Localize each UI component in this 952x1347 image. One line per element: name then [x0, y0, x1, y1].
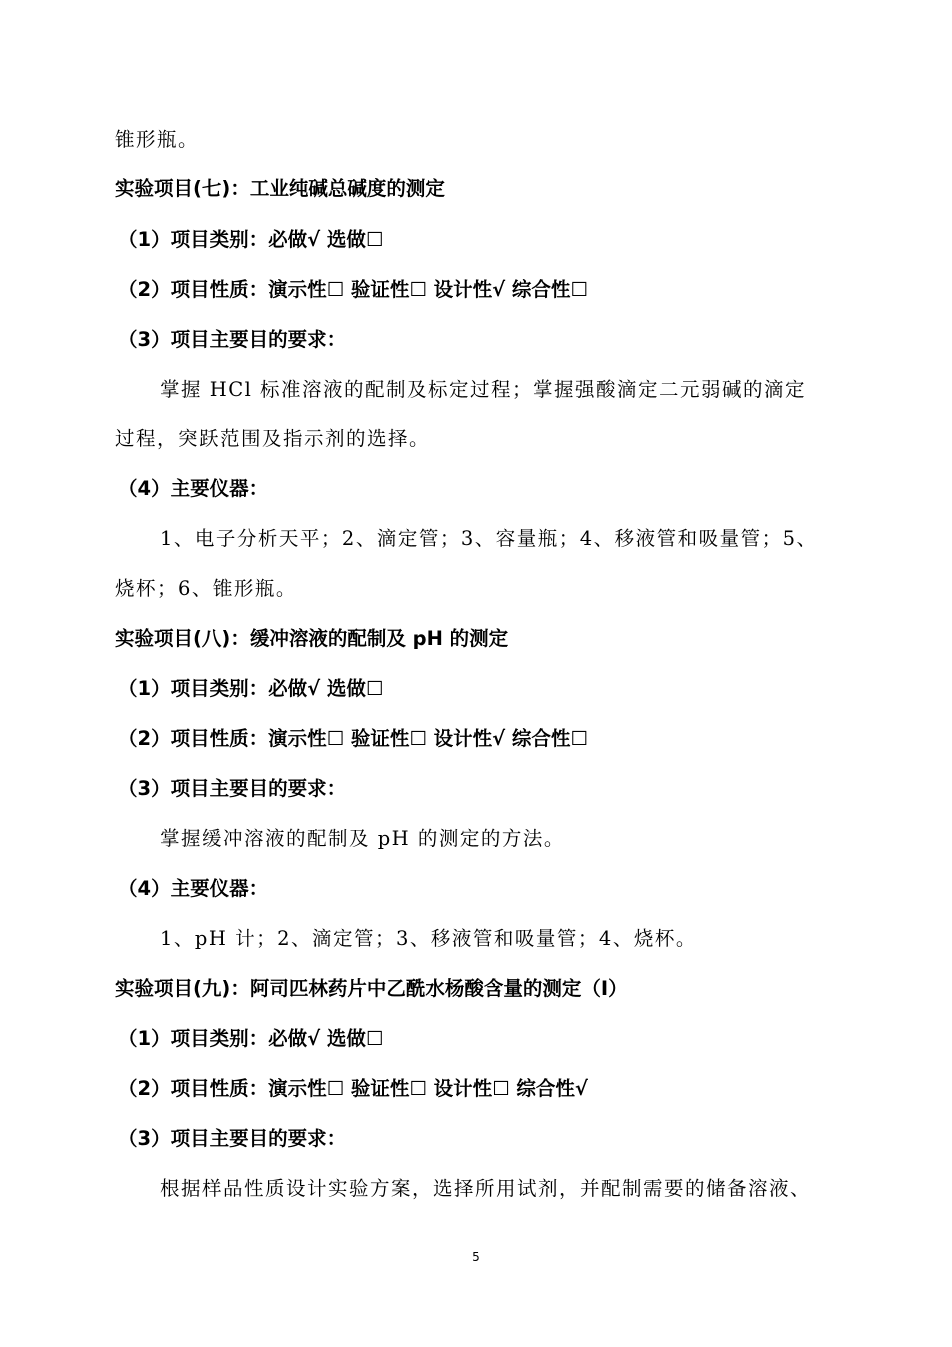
- body-text: 烧杯；6、锥形瓶。: [115, 577, 297, 600]
- item-instruments: （4）主要仪器：: [118, 877, 269, 900]
- item-category: （1）项目类别：必做√ 选做☐: [118, 228, 384, 251]
- page-number: 5: [472, 1250, 480, 1264]
- item-nature: （2）项目性质：演示性☐ 验证性☐ 设计性☐ 综合性√: [118, 1077, 588, 1100]
- item-instruments: （4）主要仪器：: [118, 477, 269, 500]
- section-heading: 实验项目(九)：阿司匹林药片中乙酰水杨酸含量的测定（I）: [115, 977, 628, 1000]
- body-text: 掌握缓冲溶液的配制及 pH 的测定的方法。: [160, 827, 565, 850]
- body-text: 锥形瓶。: [115, 128, 200, 151]
- item-category: （1）项目类别：必做√ 选做☐: [118, 677, 384, 700]
- item-objectives: （3）项目主要目的要求：: [118, 328, 347, 351]
- section-heading: 实验项目(八)：缓冲溶液的配制及 pH 的测定: [115, 627, 509, 650]
- body-text: 1、pH 计；2、滴定管；3、移液管和吸量管；4、烧杯。: [160, 927, 697, 950]
- item-nature: （2）项目性质：演示性☐ 验证性☐ 设计性√ 综合性☐: [118, 727, 588, 750]
- body-text: 过程，突跃范围及指示剂的选择。: [115, 427, 431, 450]
- section-heading: 实验项目(七)：工业纯碱总碱度的测定: [115, 177, 445, 200]
- body-text: 1、电子分析天平；2、滴定管；3、容量瓶；4、移液管和吸量管；5、: [160, 527, 818, 550]
- body-text: 根据样品性质设计实验方案，选择所用试剂，并配制需要的储备溶液、: [160, 1177, 812, 1200]
- body-text: 掌握 HCl 标准溶液的配制及标定过程；掌握强酸滴定二元弱碱的滴定: [160, 378, 807, 401]
- item-objectives: （3）项目主要目的要求：: [118, 777, 347, 800]
- item-nature: （2）项目性质：演示性☐ 验证性☐ 设计性√ 综合性☐: [118, 278, 588, 301]
- item-category: （1）项目类别：必做√ 选做☐: [118, 1027, 384, 1050]
- item-objectives: （3）项目主要目的要求：: [118, 1127, 347, 1150]
